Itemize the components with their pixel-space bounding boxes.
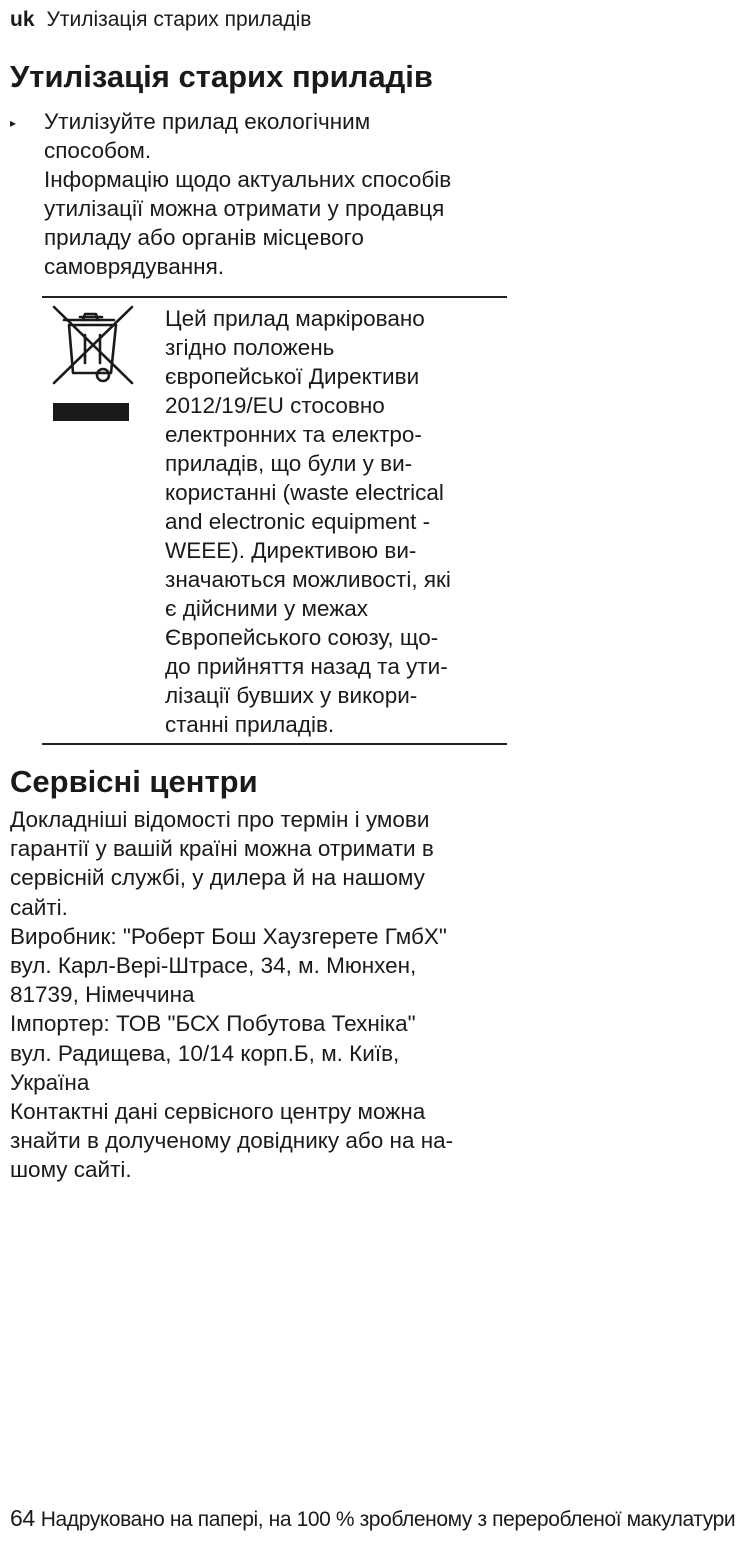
text-line: and electronic equipment - bbox=[165, 509, 431, 534]
disposal-paragraph bbox=[44, 107, 451, 281]
page-number: 64 bbox=[10, 1505, 35, 1531]
text-line: приладу або органів місцевого bbox=[44, 225, 364, 250]
text-line: Контактні дані сервісного центру можна bbox=[10, 1098, 426, 1124]
text-line: сервісній службі, у дилера й на нашому bbox=[10, 865, 425, 891]
text-line: Імпортер: ТОВ "БСХ Побутова Техніка" bbox=[10, 1011, 416, 1037]
page-header bbox=[10, 6, 311, 34]
text-line: сайті. bbox=[10, 894, 68, 920]
service-paragraph bbox=[10, 805, 453, 1184]
text-line: утилізації можна отримати у продавця bbox=[44, 196, 445, 221]
text-line: Утилізуйте прилад екологічним bbox=[44, 109, 371, 134]
section-heading-service-centers: Сервісні центри bbox=[10, 764, 258, 799]
weee-box-top-rule bbox=[42, 296, 507, 298]
text-line: 2012/19/EU стосовно bbox=[165, 393, 385, 418]
text-line: Європейського союзу, що- bbox=[165, 625, 439, 650]
text-line: європейської Директиви bbox=[165, 364, 420, 389]
text-line: способом. bbox=[44, 138, 152, 163]
text-line: Цей прилад маркіровано bbox=[165, 306, 425, 331]
header-title: Утилізація старих приладів bbox=[46, 8, 312, 31]
weee-directive-text bbox=[165, 304, 451, 739]
section-heading-disposal: Утилізація старих приладів bbox=[10, 59, 433, 94]
text-line: гарантії у вашій країні можна отримати в bbox=[10, 836, 434, 862]
text-line: лізації бувших у викори- bbox=[165, 683, 418, 708]
text-line: є дійсними у межах bbox=[165, 596, 369, 621]
text-line: електронних та електро- bbox=[165, 422, 422, 447]
text-line: шому сайті. bbox=[10, 1157, 132, 1183]
language-code: uk bbox=[10, 8, 35, 31]
text-line: WEEE). Директивою ви- bbox=[165, 538, 417, 563]
text-line: вул. Радищева, 10/14 корп.Б, м. Київ, bbox=[10, 1040, 400, 1066]
text-line: користанні (waste electrical bbox=[165, 480, 444, 505]
text-line: приладів, що були у ви- bbox=[165, 451, 413, 476]
text-line: 81739, Німеччина bbox=[10, 982, 195, 1008]
weee-box-bottom-rule bbox=[42, 743, 507, 745]
text-line: Докладніші відомості про термін і умови bbox=[10, 807, 430, 832]
text-line: Інформацію щодо актуальних способів bbox=[44, 167, 452, 192]
footer-recycled-paper-note: Надруковано на папері, на 100 % зробленому з переробленої макулатури bbox=[40, 1508, 736, 1531]
text-line: знайти в долученому довіднику або на на- bbox=[10, 1128, 454, 1154]
text-line: згідно положень bbox=[165, 335, 335, 360]
bullet-arrow-icon: ▸ bbox=[10, 116, 17, 130]
text-line: значаються можливості, які bbox=[165, 567, 451, 592]
crossed-out-wheelie-bin-icon bbox=[50, 301, 136, 423]
text-line: самоврядування. bbox=[44, 254, 225, 279]
text-line: Україна bbox=[10, 1069, 90, 1095]
text-line: вул. Карл-Вері-Штрасе, 34, м. Мюнхен, bbox=[10, 952, 417, 978]
text-line: Виробник: "Роберт Бош Хаузгерете ГмбХ" bbox=[10, 923, 447, 949]
text-line: станні приладів. bbox=[165, 712, 335, 737]
text-line: до прийняття назад та ути- bbox=[165, 654, 448, 679]
page-footer bbox=[10, 1502, 735, 1536]
